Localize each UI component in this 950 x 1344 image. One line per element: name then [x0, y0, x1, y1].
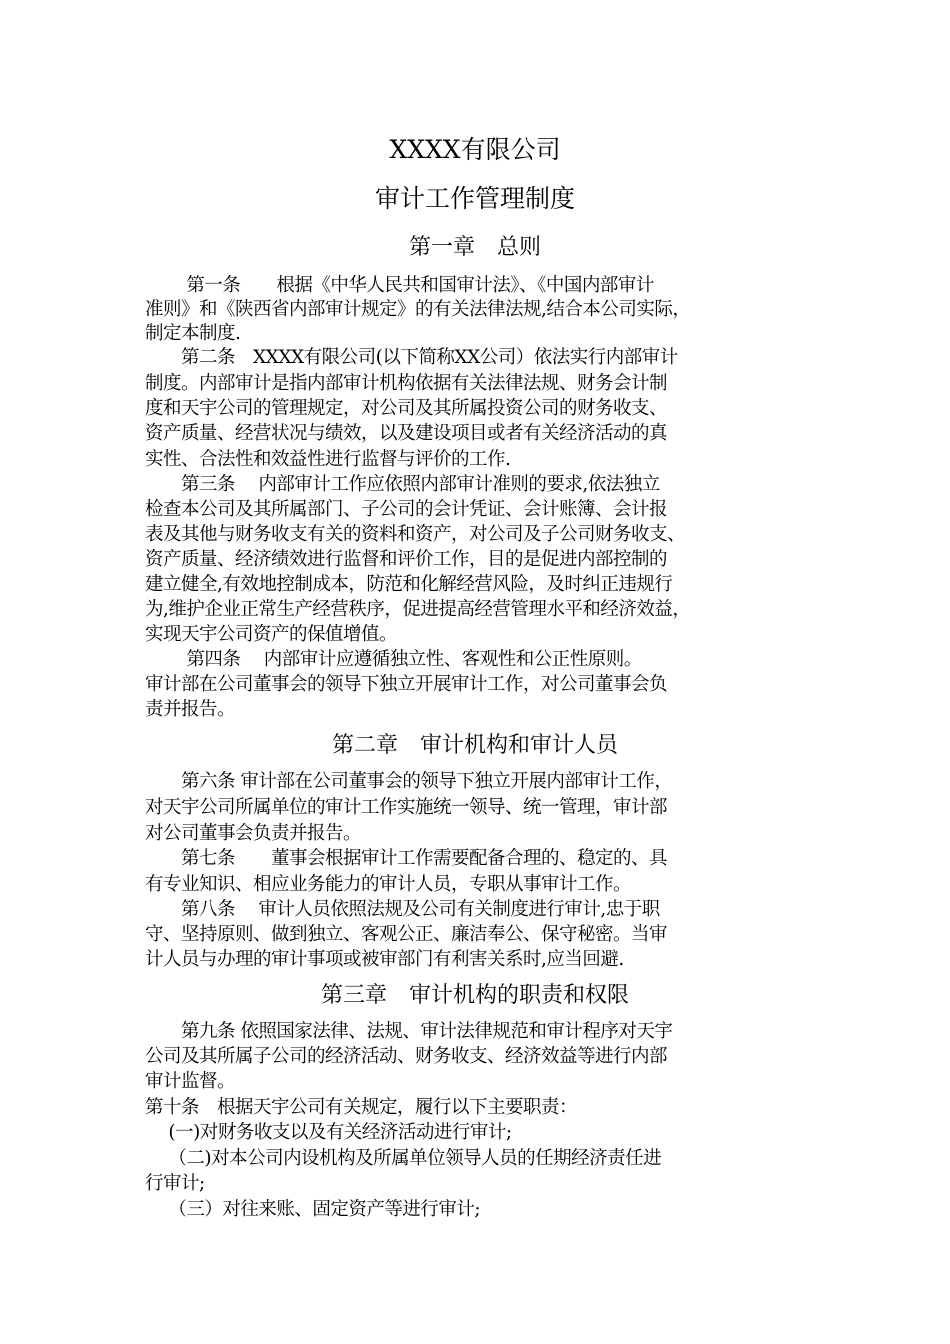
article-10-item: (一)对财务收支以及有关经济活动进行审计;	[145, 1122, 512, 1143]
article-2-line: 度和天宇公司的管理规定，对公司及其所属投资公司的财务收支、	[145, 398, 668, 419]
article-10-item: 行审计;	[145, 1173, 205, 1194]
article-3-line: 检查本公司及其所属部门、子公司的会计凭证、会计账簿、会计报	[145, 499, 668, 520]
article-6-line: 第六条 审计部在公司董事会的领导下独立开展内部审计工作，	[145, 771, 673, 792]
article-3-line: 资产质量、经济绩效进行监督和评价工作，目的是促进内部控制的	[145, 549, 668, 570]
article-9-line: 公司及其所属子公司的经济活动、财务收支、经济效益等进行内部	[145, 1046, 668, 1067]
article-2-line: 资产质量、经营状况与绩效，以及建设项目或者有关经济活动的真	[145, 423, 668, 444]
chapter-1-heading: 第一章 总则	[408, 235, 541, 260]
article-10-line: 第十条 根据天宇公司有关规定，履行以下主要职责：	[145, 1097, 578, 1118]
article-8-line: 守、坚持原则、做到独立、客观公正、廉洁奉公、保守秘密。当审	[145, 924, 668, 945]
article-4-line: 责并报告。	[145, 699, 236, 720]
article-9-line: 第九条 依照国家法律、法规、审计法律规范和审计程序对天宇	[145, 1021, 673, 1042]
article-2-line: 实性、合法性和效益性进行监督与评价的工作.	[145, 449, 511, 470]
article-3-line: 实现天宇公司资产的保值增值。	[145, 624, 398, 645]
chapter-3-heading: 第三章 审计机构的职责和权限	[320, 983, 629, 1008]
article-9-line: 审计监督。	[145, 1071, 236, 1092]
article-7-line: 有专业知识、相应业务能力的审计人员，专职从事审计工作。	[145, 874, 632, 895]
article-6-line: 对天宇公司所属单位的审计工作实施统一领导、统一管理，审计部	[145, 797, 668, 818]
article-3-line: 为,维护企业正常生产经营秩序，促进提高经营管理水平和经济效益，	[145, 599, 691, 620]
article-10-item: （二)对本公司内设机构及所属单位领导人员的任期经济责任进	[145, 1148, 662, 1169]
article-2-line: 制度。内部审计是指内部审计机构依据有关法律法规、财务会计制	[145, 373, 668, 394]
article-8-line: 计人员与办理的审计事项或被审部门有利害关系时,应当回避.	[145, 949, 624, 970]
article-10-item: （三）对往来账、固定资产等进行审计;	[145, 1199, 481, 1220]
article-3-line: 第三条 内部审计工作应依照内部审计准则的要求,依法独立	[145, 474, 660, 495]
article-3-line: 建立健全,有效地控制成本，防范和化解经营风险，及时纠正违规行	[145, 574, 673, 595]
article-7-line: 第七条 董事会根据审计工作需要配备合理的、稳定的、具	[145, 848, 668, 869]
article-1-line: 制定本制度.	[145, 323, 241, 344]
chapter-2-heading: 第二章 审计机构和审计人员	[331, 733, 618, 758]
article-1-line: 第一条 根据《中华人民共和国审计法》、《中国内部审计	[145, 275, 654, 296]
article-2-line: 第二条 XXXX有限公司(以下简称XX公司）依法实行内部审计	[145, 347, 678, 368]
document-title: 审计工作管理制度	[374, 184, 575, 213]
article-4-line: 审计部在公司董事会的领导下独立开展审计工作，对公司董事会负	[145, 674, 668, 695]
company-title: XXXX有限公司	[389, 135, 561, 164]
article-4-line: 第四条 内部审计应遵循独立性、客观性和公正性原则。	[145, 649, 642, 670]
article-6-line: 对公司董事会负责并报告。	[145, 823, 362, 844]
article-3-line: 表及其他与财务收支有关的资料和资产，对公司及子公司财务收支、	[145, 524, 686, 545]
article-8-line: 第八条 审计人员依照法规及公司有关制度进行审计,忠于职	[145, 899, 660, 920]
article-1-line: 准则》和《陕西省内部审计规定》的有关法律法规,结合本公司实际，	[145, 299, 691, 320]
